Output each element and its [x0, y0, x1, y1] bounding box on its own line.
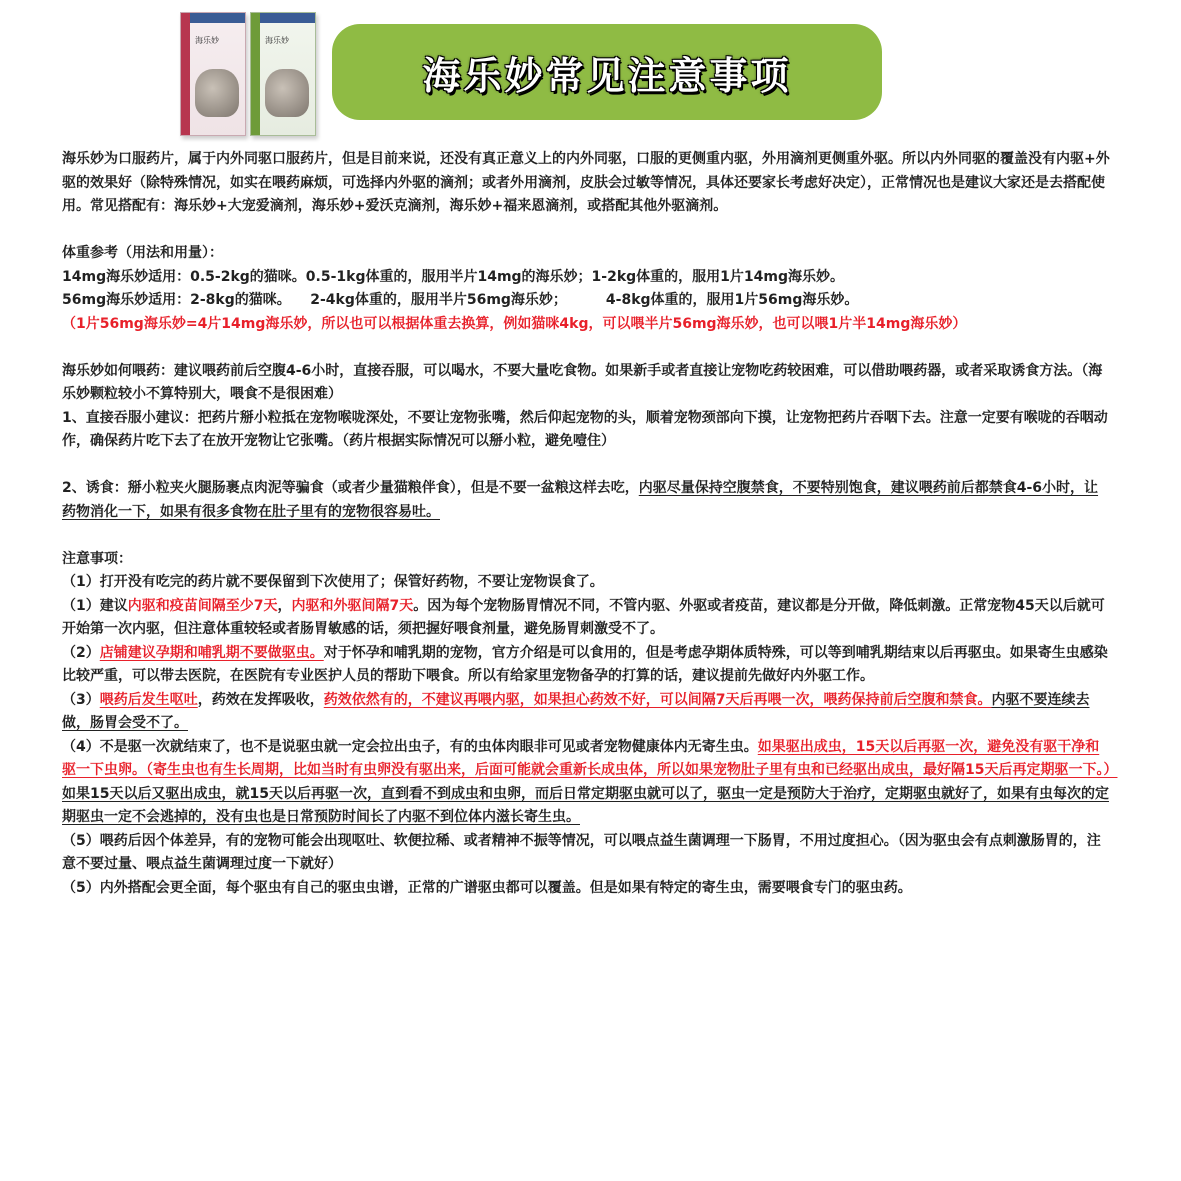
weight-line-14mg: 14mg海乐妙适用：0.5-2kg的猫咪。0.5-1kg体重的，服用半片14mg的海乐妙；1-2kg体重的，服用1片14mg海乐妙。: [62, 268, 845, 285]
box-top-strip: [260, 13, 315, 23]
note-item: （3）喂药后发生呕吐，药效在发挥吸收，药效依然有的，不建议再喂内驱，如果担心药效不好，可以间隔7天后再喂一次，喂药保持前后空腹和禁食。内驱不要连续去做，肠胃会受不了。: [62, 691, 1090, 731]
note-item: （2）店铺建议孕期和哺乳期不要做驱虫。对于怀孕和哺乳期的宠物，官方介绍是可以食用的，但是考虑孕期体质特殊，可以等到哺乳期结束以后再驱虫。如果寄生虫感染比较严重，可以带去医院，在医院有专业医护人员的帮助下喂食。所以有给家里宠物备孕的打算的话，建议提前先做好内外驱工作。: [62, 644, 1108, 684]
feeding-intro: 海乐妙如何喂药：建议喂药前后空腹4-6小时，直接吞服，可以喝水，不要大量吃食物。如果新手或者直接让宠物吃药较困难，可以借助喂药器，或者采取诱食方法。（海乐妙颗粒较小不算特别大，喂食不是很困难）: [62, 362, 1103, 402]
box-top-strip: [190, 13, 245, 23]
cat-photo: [265, 69, 309, 117]
weight-heading: 体重参考（用法和用量）：: [62, 245, 223, 261]
box-label: 海乐妙: [195, 36, 219, 45]
box-band: [181, 13, 190, 135]
box-label: 海乐妙: [265, 36, 289, 45]
header: [0, 0, 1181, 150]
cat-photo: [195, 69, 239, 117]
title-banner: [332, 24, 882, 120]
note-item: （4）不是驱一次就结束了，也不是说驱虫就一定会拉出虫子，有的虫体肉眼非可见或者宠物健康体内无寄生虫。如果驱出成虫，15天以后再驱一次，避免没有驱干净和驱一下虫卵。（寄生虫也有生长周期，比如当时有虫卵没有驱出来，后面可能就会重新长成虫体，所以如果宠物肚子里有虫和已经驱出成虫，最好隔15天后再定期驱一下。）如果15天以后又驱出成虫，就15天以后再驱一次，直到看不到成虫和虫卵，而后日常定期驱虫就可以了，驱虫一定是预防大于治疗，定期驱虫就好了，如果有虫每次的定期驱虫一定不会逃掉的，没有虫也是日常预防时间长了内驱不到位体内滋长寄生虫。: [62, 738, 1118, 825]
feeding-step-1: 1、直接吞服小建议：把药片掰小粒抵在宠物喉咙深处，不要让宠物张嘴，然后仰起宠物的头，顺着宠物颈部向下摸，让宠物把药片吞咽下去。注意一定要有喉咙的吞咽动作，确保药片吃下去了在放开宠物让它张嘴。（药片根据实际情况可以掰小粒，避免噎住）: [62, 409, 1108, 449]
note-item: （5）内外搭配会更全面，每个驱虫有自己的驱虫虫谱，正常的广谱驱虫都可以覆盖。但是如果有特定的寄生虫，需要喂食专门的驱虫药。: [62, 879, 912, 896]
intro-paragraph: 海乐妙为口服药片，属于内外同驱口服药片，但是目前来说，还没有真正意义上的内外同驱，口服的更侧重内驱，外用滴剂更侧重外驱。所以内外同驱的覆盖没有内驱+外驱的效果好（除特殊情况，如实在喂药麻烦，可选择内外驱的滴剂；或者外用滴剂，皮肤会过敏等情况，具体还要家长考虑好决定），正常情况也是建议大家还是去搭配使用。常见搭配有：海乐妙+大宠爱滴剂，海乐妙+爱沃克滴剂，海乐妙+福来恩滴剂，或搭配其他外驱滴剂。: [62, 151, 1110, 214]
weight-conversion-note: （1片56mg海乐妙=4片14mg海乐妙，所以也可以根据体重去换算，例如猫咪4kg，可以喂半片56mg海乐妙，也可以喂1片半14mg海乐妙）: [62, 315, 967, 332]
note-item: （5）喂药后因个体差异，有的宠物可能会出现呕吐、软便拉稀、或者精神不振等情况，可以喂点益生菌调理一下肠胃，不用过度担心。（因为驱虫会有点刺激肠胃的，注意不要过量、喂点益生菌调理过度一下就好）: [62, 832, 1101, 872]
notes-heading: 注意事项：: [62, 550, 132, 567]
page-title: 海乐妙常见注意事项: [422, 53, 792, 98]
feeding-step-2: 2、诱食：掰小粒夹火腿肠裹点肉泥等骗食（或者少量猫粮伴食），但是不要一盆粮这样去吃，内驱尽量保持空腹禁食，不要特别饱食，建议喂药前后都禁食4-6小时，让药物消化一下，如果有很多食物在肚子里有的宠物很容易吐。: [62, 480, 1099, 520]
box-band: [251, 13, 260, 135]
product-box-pink: [180, 12, 246, 136]
article-body: [62, 148, 1118, 900]
note-item: （1）建议内驱和疫苗间隔至少7天，内驱和外驱间隔7天。因为每个宠物肠胃情况不同，不管内驱、外驱或者疫苗，建议都是分开做，降低刺激。正常宠物45天以后就可开始第一次内驱，但注意体重较轻或者肠胃敏感的话，须把握好喂食剂量，避免肠胃刺激受不了。: [62, 597, 1105, 637]
weight-line-56mg: 56mg海乐妙适用：2-8kg的猫咪。 2-4kg体重的，服用半片56mg海乐妙； 4-8kg体重的，服用1片56mg海乐妙。: [62, 292, 859, 308]
product-box-green: [250, 12, 316, 136]
note-item: （1）打开没有吃完的药片就不要保留到下次使用了；保管好药物，不要让宠物误食了。: [62, 574, 604, 590]
